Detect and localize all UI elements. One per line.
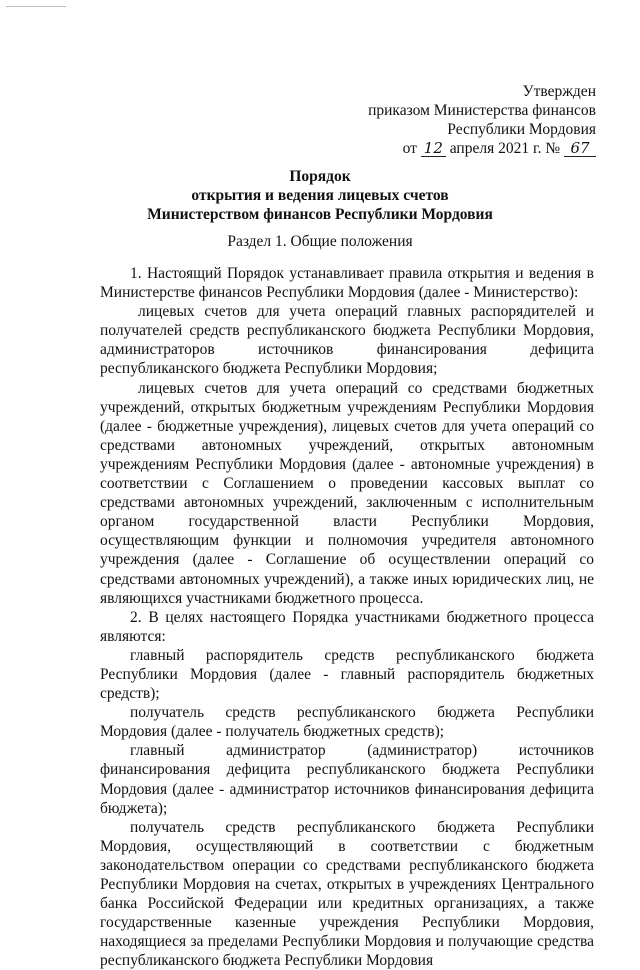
scan-edge-mark (6, 6, 66, 7)
handwritten-day: 12 (421, 141, 446, 157)
number-sign: № (545, 140, 561, 157)
date-rest: апреля 2021 г. (449, 140, 542, 157)
section-heading: Раздел 1. Общие положения (227, 233, 413, 250)
paragraph: главный распорядитель средств республиканского бюджета Республики Мордовия (далее - главный распорядитель бюджетных средств); (100, 646, 594, 703)
title-line: Порядок (289, 168, 351, 185)
title-line: Министерством финансов Республики Мордовия (147, 206, 493, 223)
paragraph: 1. Настоящий Порядок устанавливает правила открытия и ведения в Министерстве финансов Республики Мордовия (далее - Министерство): (100, 265, 594, 302)
paragraph: 2. В целях настоящего Порядка участниками бюджетного процесса являются: (100, 608, 594, 645)
document-title (0, 167, 640, 224)
approval-line: Утвержден (522, 83, 596, 100)
title-line: открытия и ведения лицевых счетов (191, 187, 449, 204)
approval-date-line (368, 139, 596, 158)
paragraph: лицевых счетов для учета операций со средствами бюджетных учреждений, открытых бюджетным учреждениям Республики Мордовия (далее - бюджетные учреждения), лицевых счетов для учета операций со средствами автономных учреждений, открытых автономным учреждениям Республики Мордовия (далее - автономные учреждения) в соответствии с Соглашением о проведении кассовых выплат со средствами автономных учреждений, заключенным с исполнительным органом государственной власти Республики Мордовия, осуществляющим функции и полномочия учредителя автономного учреждения (далее - Соглашение об осуществлении операций со средствами автономных учреждений), а также иных юридических лиц, не являющихся участниками бюджетного процесса. (100, 379, 594, 607)
paragraph: получатель средств республиканского бюджета Республики Мордовия, осуществляющий в соответствии с бюджетным законодательством операции со средствами республиканского бюджета Республики Мордовия на счетах, открытых в учреждениях Центрального банка Российской Федерации или кредитных организациях, а также государственные казенные учреждения Республики Мордовия, находящиеся за пределами Республики Мордовия и получающие средства республиканского бюджета Республики Мордовия (100, 818, 594, 970)
approval-line: приказом Министерства финансов (368, 102, 596, 119)
approval-line: Республики Мордовия (447, 121, 596, 138)
paragraph: главный администратор (администратор) источников финансирования дефицита республиканского бюджета Республики Мордовия (далее - администратор источников финансирования дефицита бюджета); (100, 742, 594, 817)
document-body (100, 264, 594, 970)
paragraph: лицевых счетов для учета операций главных распорядителей и получателей средств республиканского бюджета Республики Мордовия, администраторов источников финансирования дефицита республиканского бюджета Республики Мордовия; (100, 303, 594, 378)
handwritten-order-number: 67 (564, 141, 596, 157)
date-prefix: от (402, 140, 417, 157)
paragraph: получатель средств республиканского бюджета Республики Мордовия (далее - получатель бюджетных средств); (100, 704, 594, 741)
approval-stamp (368, 82, 596, 158)
